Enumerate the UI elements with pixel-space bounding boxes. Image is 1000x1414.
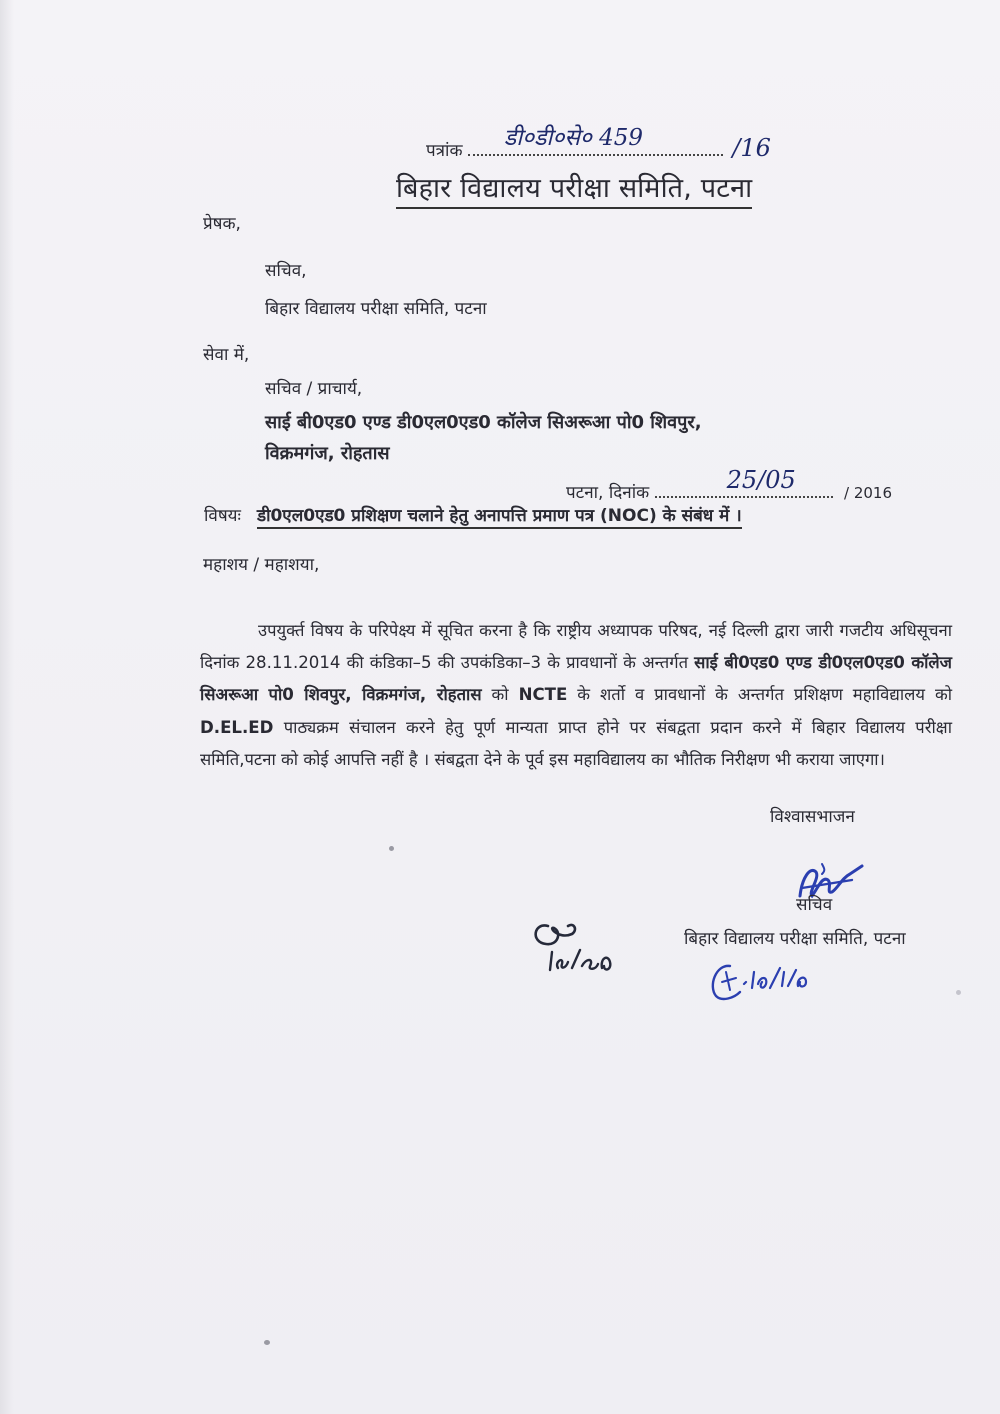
body-course: D.EL.ED [200, 717, 274, 737]
recipient-label: सेवा में, [203, 345, 250, 365]
body-part3: के शर्तो व प्रावधानों के अन्तर्गत प्रशिक्षण महाविद्यालय को [567, 685, 953, 705]
body-part4: पाठ्यक्रम संचालन करने हेतु पूर्ण मान्यता प्राप्त होने पर संबद्वता प्रदान करने में बिहार विद्यालय परीक्षा समिति,पटना को कोई आपत्ति नहीं है । संबद्वता देने के पूर्व इस महाविद्यालय का भौतिक निरीक्षण भी कराया जाएगा। [200, 717, 952, 770]
body-paragraph [200, 615, 952, 777]
paper-speck [264, 1340, 270, 1345]
date-dotted-line [655, 466, 833, 498]
reference-dotted-line [468, 125, 723, 156]
body-part2: को [481, 685, 519, 705]
reference-number [426, 125, 771, 162]
sender-label: प्रेषक, [203, 214, 241, 234]
recipient-college-line1: साई बी0एड0 एण्ड डी0एल0एड0 कॉलेज सिअरूआ पो0 शिवपुर, [265, 412, 702, 433]
blue-handwritten-date-mark [700, 958, 820, 1014]
subject-text: डी0एल0एड0 प्रशिक्षण चलाने हेतु अनापत्ति प्रमाण पत्र (NOC) के संबंध में । [257, 506, 742, 529]
sender-organization: बिहार विद्यालय परीक्षा समिति, पटना [265, 299, 487, 319]
date-year: / 2016 [844, 484, 893, 502]
closing-designation: सचिव [796, 895, 833, 915]
reference-handwritten: डी०डी०से० 459 [503, 125, 644, 151]
valediction: विश्वासभाजन [770, 807, 855, 827]
salutation: महाशय / महाशया, [203, 555, 320, 575]
date-handwritten: 25/05 [726, 466, 796, 494]
subject-line [204, 503, 742, 526]
body-college-name: साई बी0एड0 एण्ड डी0एल0एड0 कॉलेज सिअरूआ पो0 शिवपुर, विक्रमगंज, रोहतास [200, 653, 952, 705]
paper-speck [956, 990, 961, 995]
body-ncte: NCTE [518, 685, 568, 705]
date-label: पटना, दिनांक [566, 483, 650, 503]
paper-speck [389, 846, 394, 851]
letter-date [566, 466, 893, 503]
organization-title: बिहार विद्यालय परीक्षा समिति, पटना [396, 168, 752, 209]
recipient-designation: सचिव / प्राचार्य, [265, 379, 363, 399]
recipient-college-line2: विक्रमगंज, रोहतास [265, 443, 390, 464]
reference-suffix: /16 [732, 134, 771, 162]
body-part1: उपयुर्क्त विषय के परिपेक्ष्य में सूचित करना है कि राष्ट्रीय अध्यापक परिषद, नई दिल्ली द्वारा जारी गजटीय अधिसूचना दिनांक 28.11.2014 की कंडिका–5 की उपकंडिका–3 के प्रावधानों के अन्तर्गत [200, 620, 952, 672]
subject-label: विषयः [204, 506, 241, 526]
reference-label: पत्रांक [426, 141, 463, 161]
sender-designation: सचिव, [265, 261, 307, 281]
closing-organization: बिहार विद्यालय परीक्षा समिति, पटना [684, 929, 906, 949]
handwritten-initials-mark [528, 912, 628, 976]
